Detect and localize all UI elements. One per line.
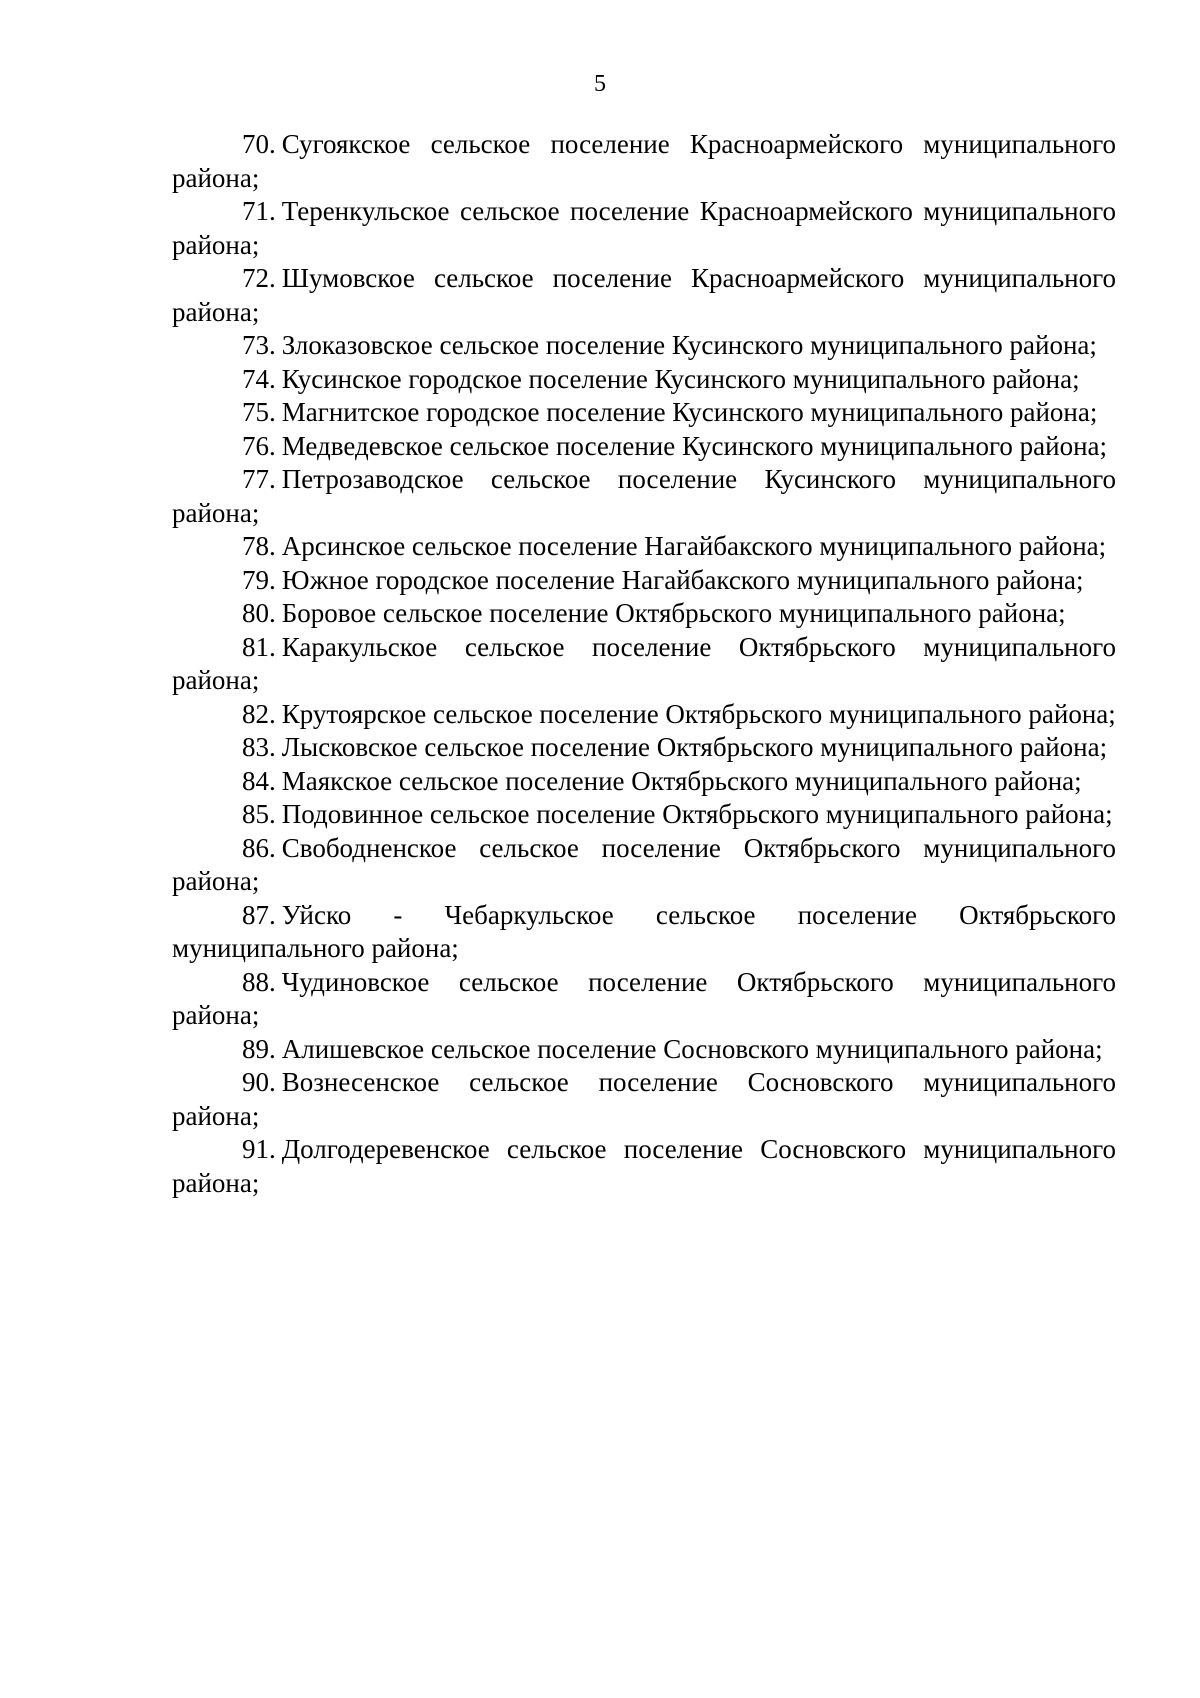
item-number: 72.	[242, 263, 276, 293]
item-text: Алишевское сельское поселение Сосновского муниципального района;	[281, 1033, 1103, 1064]
list-item	[172, 597, 1116, 631]
item-text: Долгодеревенское сельское поселение Сосновского муниципального района;	[172, 1134, 1116, 1198]
item-number: 81.	[242, 631, 276, 662]
list-item	[172, 396, 1116, 430]
item-number: 75.	[242, 397, 276, 427]
item-text: Петрозаводское сельское поселение Кусинского муниципального района;	[172, 464, 1116, 528]
item-number: 90.	[242, 1067, 276, 1097]
list-item	[172, 1033, 1116, 1067]
item-number: 79.	[242, 564, 276, 595]
item-number: 73.	[242, 330, 276, 360]
item-number: 78.	[242, 531, 276, 561]
list-item	[172, 430, 1116, 464]
item-text: Шумовское сельское поселение Красноармейского муниципального района;	[172, 263, 1116, 327]
item-number: 80.	[242, 598, 276, 628]
page-number: 5	[594, 71, 606, 97]
item-text: Южное городское поселение Нагайбакского муниципального района;	[281, 564, 1084, 595]
item-number: 76.	[242, 430, 276, 461]
item-number: 74.	[242, 363, 276, 394]
list-item	[172, 798, 1116, 832]
item-text: Каракульское сельское поселение Октябрьского муниципального района;	[172, 631, 1116, 695]
item-text: Кусинское городское поселение Кусинского муниципального района;	[281, 363, 1080, 394]
item-text: Чудиновское сельское поселение Октябрьского муниципального района;	[172, 966, 1116, 1030]
item-text: Лысковское сельское поселение Октябрьского муниципального района;	[281, 732, 1108, 762]
item-text: Арсинское сельское поселение Нагайбакского муниципального района;	[281, 531, 1107, 561]
item-number: 85.	[242, 799, 276, 829]
list-item	[172, 765, 1116, 799]
list-item	[172, 631, 1116, 698]
item-number: 82.	[242, 698, 276, 729]
list-item	[172, 363, 1116, 397]
settlement-list	[172, 128, 1116, 1200]
item-number: 91.	[242, 1134, 276, 1164]
list-item	[172, 832, 1116, 899]
item-text: Медведевское сельское поселение Кусинского муниципального района;	[281, 430, 1108, 461]
item-text: Теренкульское сельское поселение Красноармейского муниципального района;	[172, 196, 1116, 260]
item-text: Злоказовское сельское поселение Кусинского муниципального района;	[281, 330, 1097, 360]
item-number: 84.	[242, 765, 276, 796]
list-item	[172, 966, 1116, 1033]
item-number: 89.	[242, 1033, 276, 1064]
item-text: Вознесенское сельское поселение Сосновского муниципального района;	[172, 1067, 1116, 1131]
item-text: Уйско - Чебаркульское сельское поселение Октябрьского муниципального района;	[172, 899, 1116, 963]
list-item	[172, 530, 1116, 564]
list-item	[172, 329, 1116, 363]
list-item	[172, 195, 1116, 262]
list-item	[172, 128, 1116, 195]
item-text: Свободненское сельское поселение Октябрьского муниципального района;	[172, 832, 1116, 896]
item-number: 77.	[242, 464, 276, 494]
item-number: 70.	[242, 129, 276, 159]
item-number: 87.	[242, 899, 276, 930]
item-number: 71.	[242, 196, 276, 226]
list-item	[172, 1066, 1116, 1133]
item-number: 86.	[242, 832, 276, 863]
item-text: Маякское сельское поселение Октябрьского муниципального района;	[281, 765, 1082, 796]
item-text: Боровое сельское поселение Октябрьского муниципального района;	[281, 598, 1066, 628]
list-item	[172, 698, 1116, 732]
list-item	[172, 899, 1116, 966]
list-item	[172, 1133, 1116, 1200]
item-text: Крутоярское сельское поселение Октябрьского муниципального района;	[281, 698, 1116, 729]
list-item	[172, 262, 1116, 329]
item-number: 88.	[242, 966, 276, 997]
list-item	[172, 564, 1116, 598]
item-text: Магнитское городское поселение Кусинского муниципального района;	[281, 397, 1098, 427]
list-item	[172, 731, 1116, 765]
item-text: Сугоякское сельское поселение Красноармейского муниципального района;	[172, 129, 1116, 193]
item-text: Подовинное сельское поселение Октябрьского муниципального района;	[281, 799, 1113, 829]
list-item	[172, 463, 1116, 530]
item-number: 83.	[242, 732, 276, 762]
